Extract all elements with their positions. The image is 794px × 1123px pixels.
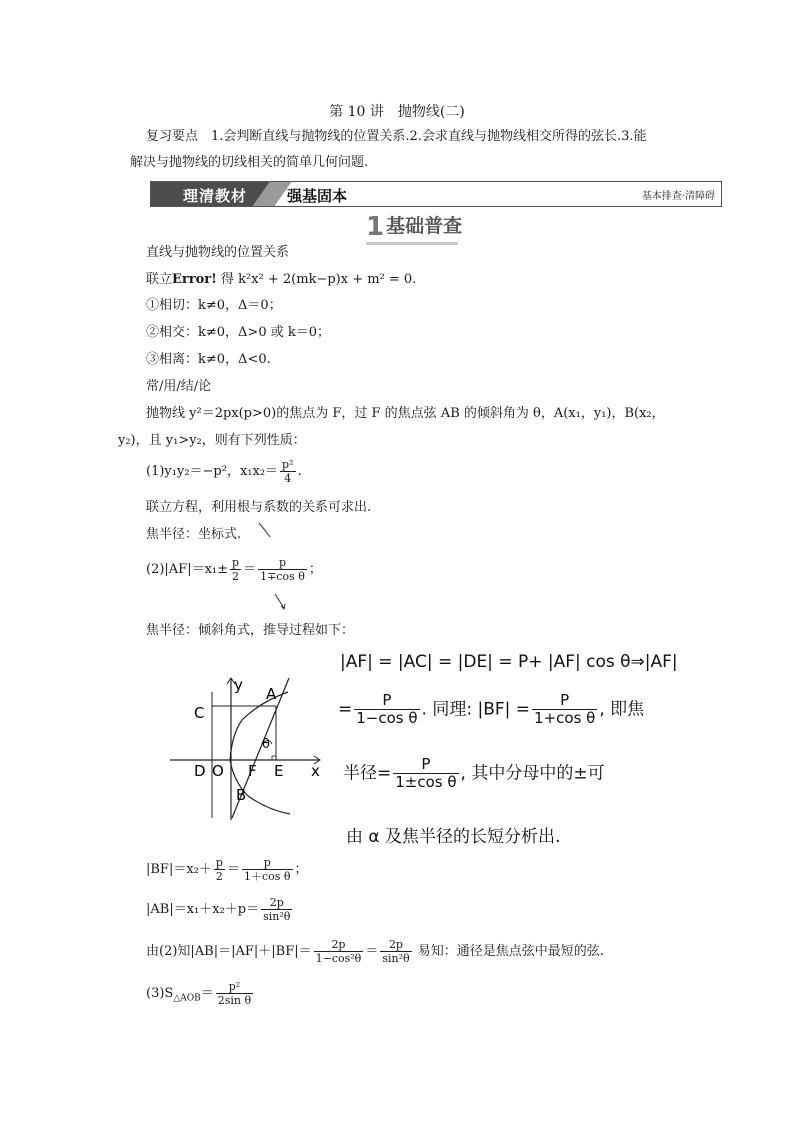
formula-AB xyxy=(146,896,294,923)
property-1: (1)y₁y₂＝−p²，x₁x₂＝ $\frac{\text{p²}}{4}$ . xyxy=(146,458,302,485)
handwritten-line-1: |AF| = |AC| = |DE| = P+ |AF| cos θ⇒|AF| xyxy=(340,652,678,672)
case-tangent: ①相切：k≠0，Δ＝0； xyxy=(146,298,282,313)
ab-fraction: $\frac{2p}{\text{sin²θ}}$ xyxy=(263,896,291,923)
premise-line-1: 抛物线 y²＝2px(p>0)的焦点为 F，过 F 的焦点弦 AB 的倾斜角为 θ，A(x₁，y₁)，B(x₂， xyxy=(146,406,665,421)
label-D: D xyxy=(194,762,206,780)
joint-equation xyxy=(146,271,416,289)
hw2-eq: = xyxy=(338,699,353,720)
property-2-text: (2)|AF|＝x₁± xyxy=(146,562,229,577)
banner-tag: 基本排查·清障碍 xyxy=(641,191,715,202)
property-2-fraction-b: $\frac{p}{\text{1∓cos θ}}$ xyxy=(260,556,305,583)
label-O: O xyxy=(212,762,224,780)
heading-position-relation: 直线与抛物线的位置关系 xyxy=(146,245,290,260)
eq-prefix: 联立 xyxy=(146,272,173,287)
annotation-arrow-down xyxy=(272,592,290,612)
formula-BF: |BF|＝x₂＋ $\frac{p}{2}$ ＝ $\frac{p}{\text{1＋cos θ}}$ ； xyxy=(146,856,308,883)
area-text: (3)S xyxy=(146,986,174,1001)
conclusion-note: 易知：通径是焦点弦中最短的弦. xyxy=(417,944,604,959)
conclusion-fraction-b: $\frac{2p}{\text{sin²θ}}$ xyxy=(382,938,410,965)
label-E: E xyxy=(274,762,284,780)
conclusion-text: 由(2)知|AB|＝|AF|＋|BF|＝ xyxy=(146,944,312,959)
hw2-fraction-a: $\frac{P}{\text{1−cos θ}}$ xyxy=(356,691,418,727)
label-C: C xyxy=(194,704,205,722)
page-title: 第 10 讲 抛物线(二) xyxy=(329,104,465,120)
section-banner xyxy=(150,181,722,207)
property-2: (2)|AF|＝x₁± $\frac{p}{2}$ ＝ $\frac{p}{\text{1∓cos θ}}$ ； xyxy=(146,556,322,583)
review-line-2: 解决与抛物线的切线相关的简单几何问题. xyxy=(130,155,369,170)
hw3-start: 半径= xyxy=(343,763,392,784)
conclusion-fraction-a: $\frac{2p}{\text{1−cos²θ}}$ xyxy=(315,938,362,965)
section-label: 基础普查 xyxy=(386,215,463,237)
case-intersect: ②相交：k≠0，Δ>0 或 k＝0； xyxy=(146,325,331,340)
property-2-fraction-a: $\frac{p}{2}$ xyxy=(232,556,240,583)
eq-rest: 得 k²x² + 2(mk−p)x + m² = 0. xyxy=(216,272,417,287)
note-angle-form: 焦半径：倾斜角式，推导过程如下： xyxy=(146,623,355,638)
note-coordinate-form: 焦半径：坐标式. xyxy=(146,527,242,542)
section-underline xyxy=(366,242,458,245)
bf-text: |BF|＝x₂＋ xyxy=(146,862,212,877)
area-fraction: $\frac{\text{p²}}{\text{2sin θ}}$ xyxy=(217,980,252,1007)
handwritten-line-3 xyxy=(343,756,605,791)
banner-right-label: 强基固本 xyxy=(287,187,348,205)
review-line-1: 复习要点 1.会判断直线与抛物线的位置关系.2.会求直线与抛物线相交所得的弦长.3.能 xyxy=(146,129,647,144)
label-B: B xyxy=(236,786,247,804)
label-A: A xyxy=(266,685,277,703)
hw2-end: , 即焦 xyxy=(599,699,645,720)
annotation-arrow-up xyxy=(255,520,275,540)
label-x: x xyxy=(311,762,320,780)
hw2-mid: . 同理: |BF| = xyxy=(421,699,531,720)
case-separate: ③相离：k≠0，Δ<0. xyxy=(146,352,271,367)
note-vieta: 联立方程，利用根与系数的关系可求出. xyxy=(146,500,372,515)
handwritten-line-4: 由 α 及焦半径的长短分析出. xyxy=(346,827,561,847)
eq-error: Error! xyxy=(172,272,217,287)
label-F: F xyxy=(248,762,257,780)
formula-conclusion: 由(2)知|AB|＝|AF|＋|BF|＝ $\frac{2p}{\text{1−cos²θ}}$ ＝ $\frac{2p}{\text{sin²θ}}$ 易知：通径是焦点弦中最短的弦. xyxy=(146,938,604,965)
heading-conclusions: 常/用/结/论 xyxy=(146,379,212,394)
banner-left-label: 理清教材 xyxy=(183,187,248,205)
label-theta: θ xyxy=(262,737,270,752)
hw3-end: , 其中分母中的±可 xyxy=(460,763,605,784)
area-subscript: △AOB xyxy=(173,993,201,1004)
bf-fraction-a: $\frac{p}{2}$ xyxy=(215,856,223,883)
section-number: 1 xyxy=(366,212,385,242)
hw3-fraction: $\frac{P}{\text{1±cos θ}}$ xyxy=(395,755,457,791)
premise-line-2: y₂)，且 y₁>y₂，则有下列性质： xyxy=(118,433,306,448)
parabola-figure xyxy=(168,672,328,822)
hw2-fraction-b: $\frac{P}{\text{1+cos θ}}$ xyxy=(534,691,596,727)
property-1-text: (1)y₁y₂＝−p²，x₁x₂＝ xyxy=(146,464,279,479)
ab-text: |AB|＝x₁＋x₂＋p＝ xyxy=(146,902,260,917)
section-heading xyxy=(366,211,462,242)
property-1-fraction: $\frac{\text{p²}}{4}$ xyxy=(282,458,294,485)
label-y: y xyxy=(234,676,243,694)
formula-area: $(3)S_{\triangle AOB}=$ $\frac{\text{p²}}{\text{2sin θ}}$ xyxy=(146,980,252,1007)
bf-fraction-b: $\frac{p}{\text{1＋cos θ}}$ xyxy=(243,856,291,883)
handwritten-line-2 xyxy=(338,692,644,727)
